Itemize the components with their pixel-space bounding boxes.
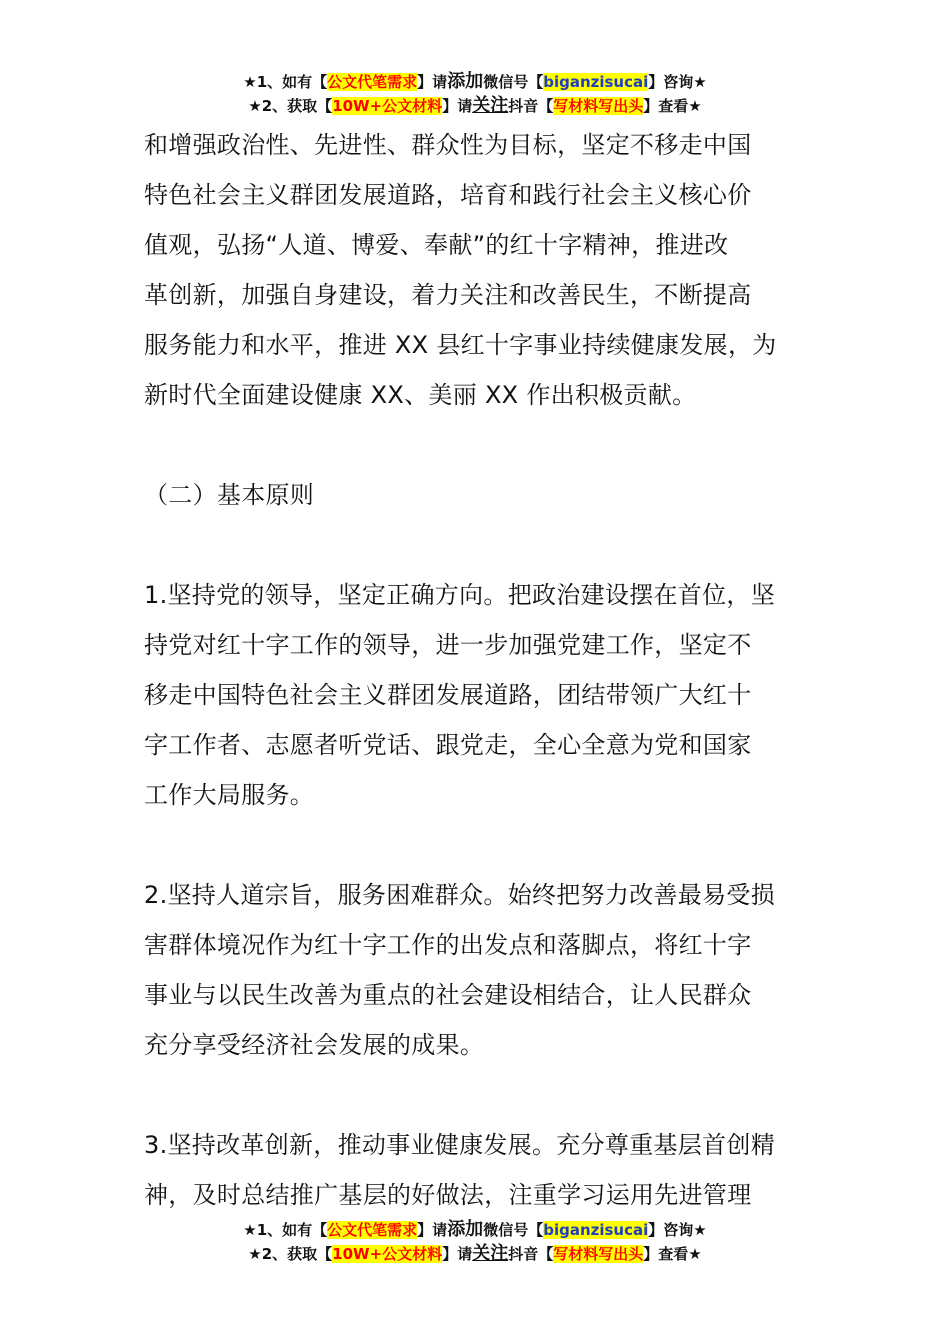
banner-line-2: ★2、获取【10W+公文材料】请关注抖音【写材料写出头】查看★ <box>248 1243 702 1264</box>
text-line: 革创新，加强自身建设，着力关注和改善民生，不断提高 <box>144 281 752 309</box>
text-line: 移走中国特色社会主义群团发展道路，团结带领广大红十 <box>144 681 752 709</box>
banner-line-1: ★1、如有【公文代笔需求】请添加微信号【biganzisucai】咨询★ <box>243 1219 707 1240</box>
text-line: 3.坚持改革创新，推动事业健康发展。充分尊重基层首创精 <box>144 1131 775 1159</box>
paragraph <box>144 570 814 820</box>
banner-tag-douyin: 写材料写出头 <box>553 97 644 115</box>
banner-tag-materials: 10W+公文材料 <box>332 97 443 115</box>
heading-text: （二）基本原则 <box>144 481 315 509</box>
banner-line-1: ★1、如有【公文代笔需求】请添加微信号【biganzisucai】咨询★ <box>243 71 707 92</box>
text-line: 新时代全面建设健康 XX、美丽 XX 作出积极贡献。 <box>144 381 697 409</box>
text-line: 服务能力和水平，推进 XX 县红十字事业持续健康发展，为 <box>144 331 777 359</box>
paragraph <box>144 120 814 420</box>
section-heading <box>144 470 814 520</box>
text-line: 值观，弘扬“人道、博爱、奉献”的红十字精神，推进改 <box>144 231 729 259</box>
text-line: 充分享受经济社会发展的成果。 <box>144 1031 485 1059</box>
text-line: 持党对红十字工作的领导，进一步加强党建工作，坚定不 <box>144 631 752 659</box>
text-line: 害群体境况作为红十字工作的出发点和落脚点，将红十字 <box>144 931 752 959</box>
header-banner <box>0 70 950 118</box>
banner-line-2: ★2、获取【10W+公文材料】请关注抖音【写材料写出头】查看★ <box>248 95 702 116</box>
paragraph <box>144 1120 814 1220</box>
footer-banner <box>0 1218 950 1266</box>
text-line: 和增强政治性、先进性、群众性为目标，坚定不移走中国 <box>144 131 752 159</box>
banner-tag-douyin: 写材料写出头 <box>553 1245 644 1263</box>
banner-tag-writing-service: 公文代笔需求 <box>327 73 418 91</box>
text-line: 1.坚持党的领导，坚定正确方向。把政治建设摆在首位，坚 <box>144 581 775 609</box>
banner-tag-writing-service: 公文代笔需求 <box>327 1221 418 1239</box>
text-line: 2.坚持人道宗旨，服务困难群众。始终把努力改善最易受损 <box>144 881 775 909</box>
text-line: 字工作者、志愿者听党话、跟党走，全心全意为党和国家 <box>144 731 752 759</box>
banner-tag-wechat-id: biganzisucai <box>543 1221 649 1239</box>
banner-tag-materials: 10W+公文材料 <box>332 1245 443 1263</box>
document-body <box>144 120 814 1220</box>
text-line: 事业与以民生改善为重点的社会建设相结合，让人民群众 <box>144 981 752 1009</box>
text-line: 特色社会主义群团发展道路，培育和践行社会主义核心价 <box>144 181 752 209</box>
text-line: 工作大局服务。 <box>144 781 315 809</box>
paragraph <box>144 870 814 1070</box>
banner-tag-wechat-id: biganzisucai <box>543 73 649 91</box>
text-line: 神，及时总结推广基层的好做法，注重学习运用先进管理 <box>144 1181 752 1209</box>
